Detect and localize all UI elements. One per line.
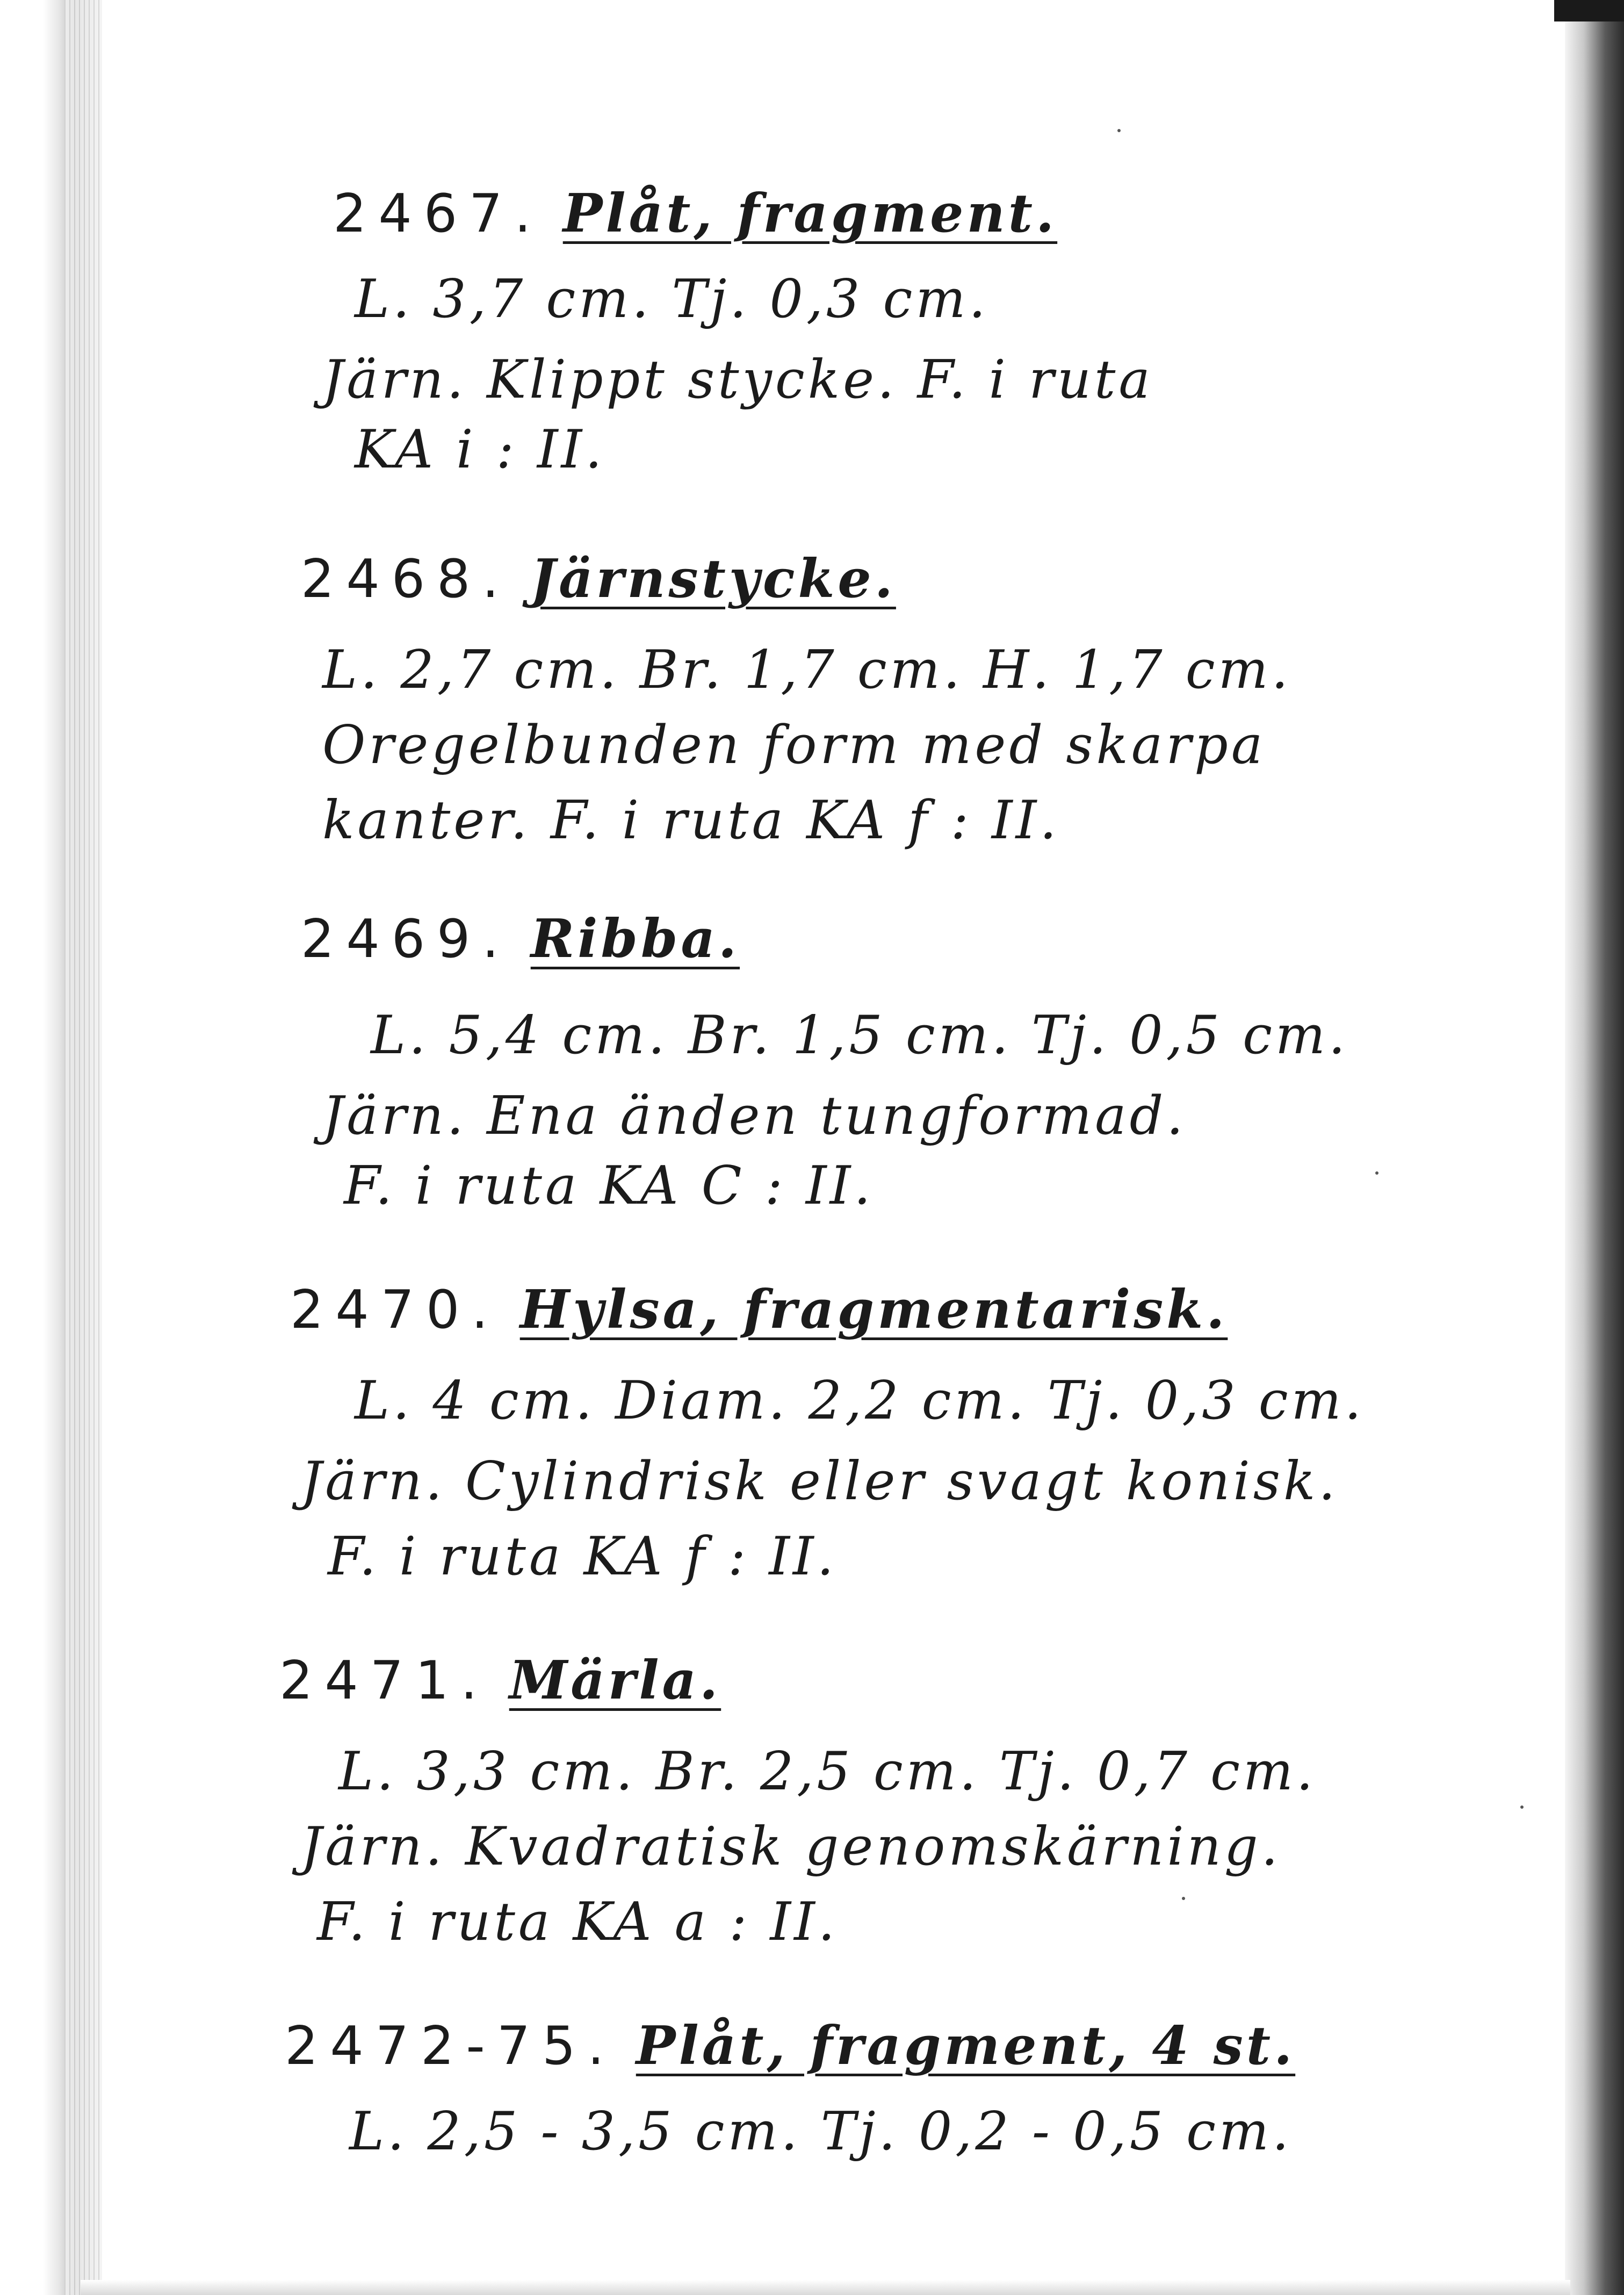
entry-line: L. 2,5 - 3,5 cm. Tj. 0,2 - 0,5 cm. [349,2101,1293,2162]
entry-number: 2471. [279,1650,489,1711]
entry-line: L. 4 cm. Diam. 2,2 cm. Tj. 0,3 cm. [355,1370,1365,1431]
entry-title: Märla. [509,1650,721,1711]
entry-heading [279,1650,721,1711]
paper-speck [1375,1171,1378,1175]
entry-title: Järnstycke. [530,548,896,610]
entry-line: Oregelbunden form med skarpa [322,715,1266,776]
paper-speck [1182,1897,1185,1900]
entry-line: L. 3,7 cm. Tj. 0,3 cm. [355,269,989,330]
entry-line: F. i ruta KA f : II. [328,1526,837,1587]
entry-line: L. 5,4 cm. Br. 1,5 cm. Tj. 0,5 cm. [371,1005,1349,1066]
entry-number: 2469. [301,909,511,970]
paper-speck [1520,1805,1524,1809]
entry-number: 2470. [290,1279,500,1341]
entry-heading [301,908,740,970]
entry-line: L. 3,3 cm. Br. 2,5 cm. Tj. 0,7 cm. [338,1741,1317,1802]
paper-speck [1117,129,1121,132]
entry-line: Järn. Cylindrisk eller svagt konisk. [301,1451,1339,1512]
entry-line: KA i : II. [355,419,605,480]
entry-line: L. 2,7 cm. Br. 1,7 cm. H. 1,7 cm. [322,639,1291,701]
entry-number: 2472-75. [285,2016,616,2077]
entry-line: F. i ruta KA a : II. [317,1891,838,1953]
entry-line: Järn. Ena änden tungformad. [322,1085,1187,1147]
entry-line: kanter. F. i ruta KA f : II. [322,790,1060,851]
entry-heading [333,183,1057,244]
entry-heading [301,548,896,610]
entry-title: Plåt, fragment. [562,183,1058,244]
entry-title: Ribba. [530,908,740,970]
entry-heading [285,2015,1295,2077]
entry-title: Plåt, fragment, 4 st. [636,2015,1296,2077]
entry-number: 2468. [301,549,511,610]
entry-number: 2467. [333,183,543,244]
entry-line: Järn. Kvadratisk genomskärning. [301,1816,1281,1877]
entry-line: F. i ruta KA C : II. [344,1155,874,1217]
entry-title: Hylsa, fragmentarisk. [519,1279,1228,1341]
entry-line: Järn. Klippt stycke. F. i ruta [322,349,1153,411]
entry-heading [290,1279,1228,1341]
